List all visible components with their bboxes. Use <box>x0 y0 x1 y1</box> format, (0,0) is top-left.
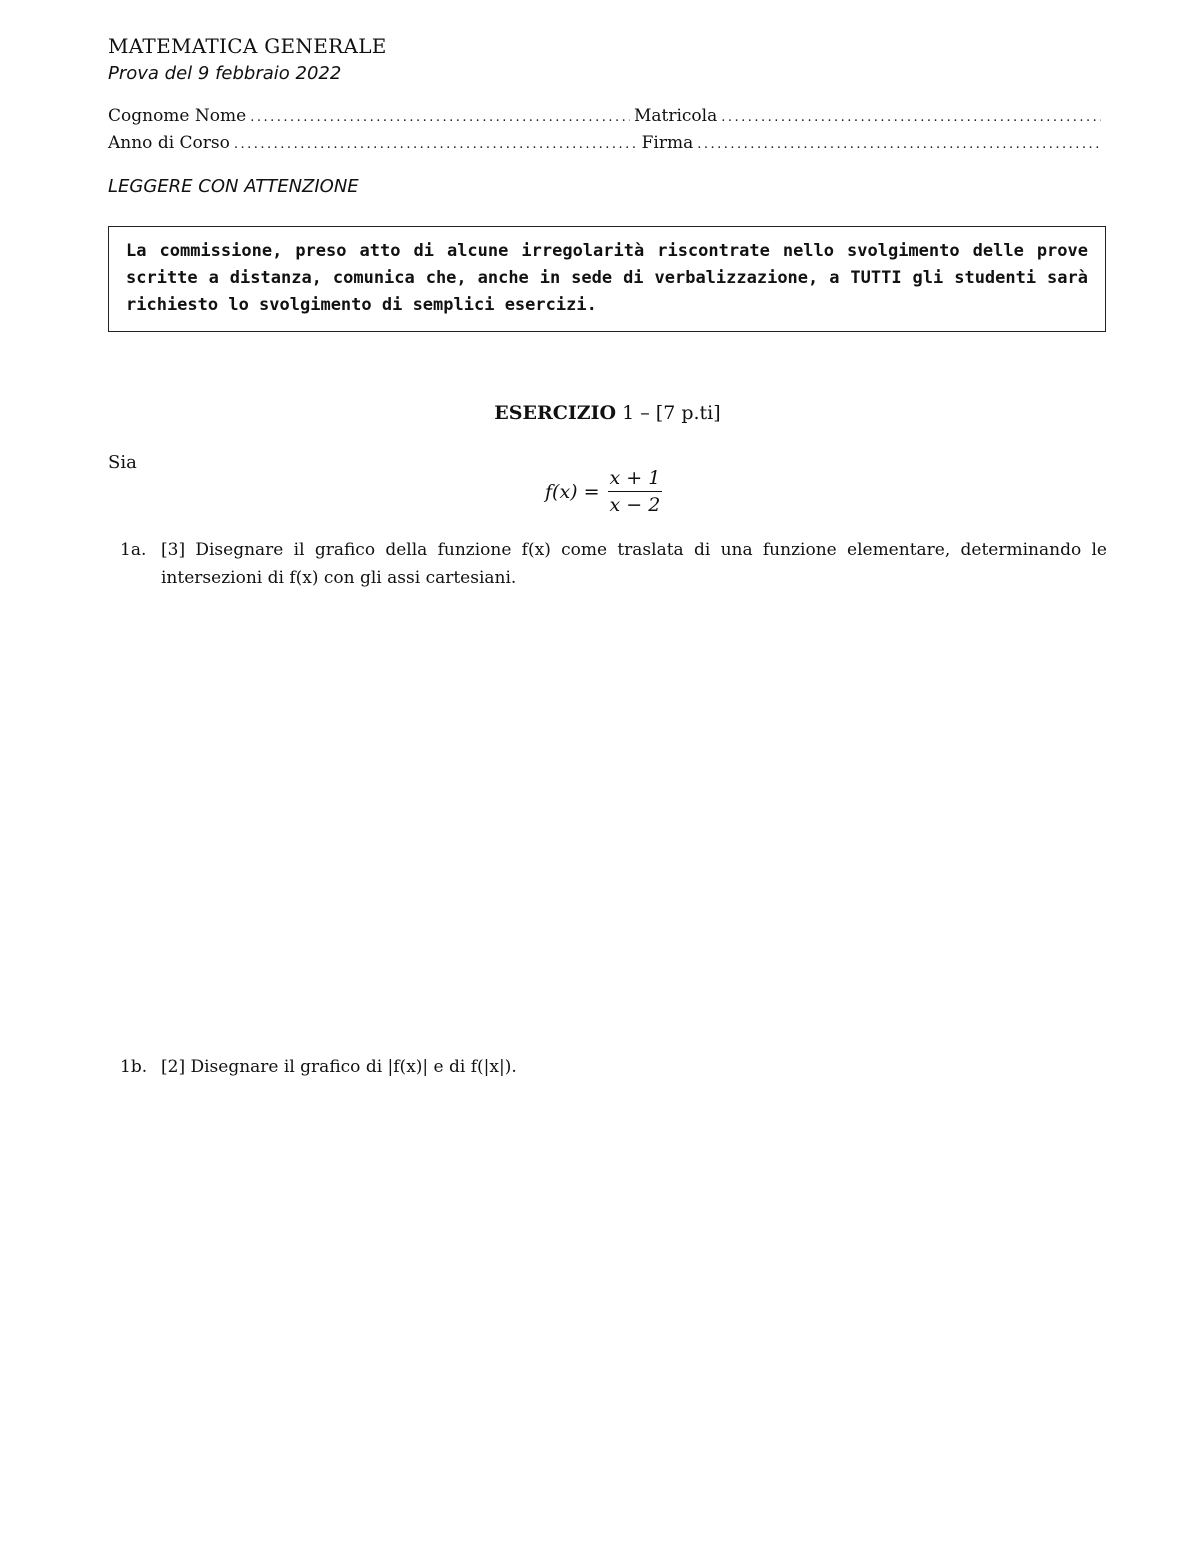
question-text: [3] Disegnare il grafico della funzione f(x) come traslata di una funzione elementare, determinando le intersezioni di f(x) con gli assi cartesiani. <box>161 540 1107 588</box>
course-year-blank <box>234 138 638 151</box>
fraction-bar <box>608 491 663 492</box>
question-1a <box>120 536 1107 592</box>
name-blank <box>250 111 630 124</box>
notice-box <box>108 226 1106 332</box>
signature-blank <box>697 138 1101 151</box>
course-signature-row <box>108 133 1105 153</box>
student-name-row <box>108 106 1105 126</box>
warning-heading: LEGGERE CON ATTENZIONE <box>108 176 359 197</box>
matricola-label: Matricola <box>633 106 718 126</box>
exercise-points: 1 – [7 p.ti] <box>622 402 721 424</box>
question-1b <box>120 1053 1107 1081</box>
exercise-label: ESERCIZIO <box>494 402 617 424</box>
question-label: 1a. <box>120 540 147 560</box>
exam-date: Prova del 9 febbraio 2022 <box>108 63 342 84</box>
exam-title: MATEMATICA GENERALE <box>108 34 387 58</box>
exercise-intro: Sia <box>108 452 137 473</box>
signature-label: Firma <box>641 133 694 153</box>
matricola-blank <box>721 111 1101 124</box>
formula-numerator: x + 1 <box>609 467 661 489</box>
course-year-label: Anno di Corso <box>108 133 230 153</box>
function-formula <box>545 467 662 516</box>
notice-text: La commissione, preso atto di alcune irregolarità riscontrate nello svolgimento delle prove scritte a distanza, comunica che, anche in sede di verbalizzazione, a TUTTI gli studenti sarà richiesto lo svolgimento di semplici esercizi. <box>126 241 1088 315</box>
name-label: Cognome Nome <box>108 106 247 126</box>
formula-fraction <box>608 467 663 516</box>
question-text: [2] Disegnare il grafico di |f(x)| e di f(|x|). <box>161 1057 517 1077</box>
formula-lhs: f(x) = <box>545 480 600 503</box>
exercise-1-title <box>0 402 1200 424</box>
formula-denominator: x − 2 <box>609 494 661 517</box>
question-label: 1b. <box>120 1057 148 1077</box>
